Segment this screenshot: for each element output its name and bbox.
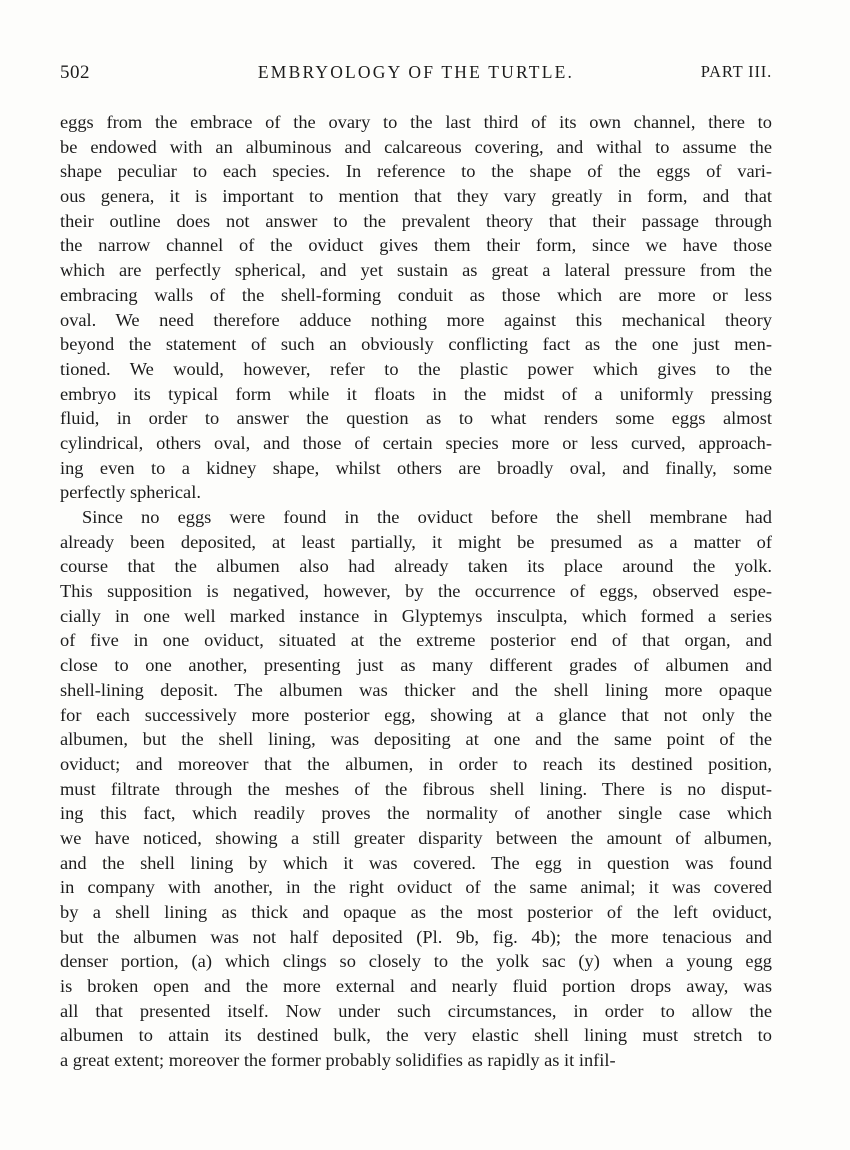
text-line: be endowed with an albuminous and calcareous covering, and withal to assume the bbox=[60, 136, 772, 157]
page-number: 502 bbox=[60, 62, 90, 83]
part-label: PART III. bbox=[700, 62, 772, 81]
text-line: oval. We need therefore adduce nothing more against this mechanical theory bbox=[60, 309, 772, 330]
text-line: which are perfectly spherical, and yet sustain as great a lateral pressure from the bbox=[60, 260, 772, 281]
text-line: tioned. We would, however, refer to the plastic power which gives to the bbox=[60, 358, 772, 379]
text-line: denser portion, (a) which clings so closely to the yolk sac (y) when a young egg bbox=[60, 951, 772, 972]
text-line: of five in one oviduct, situated at the extreme posterior end of that organ, and bbox=[60, 630, 772, 651]
text-line: course that the albumen also had already taken its place around the yolk. bbox=[60, 556, 772, 577]
text-line: all that presented itself. Now under such circumstances, in order to allow the bbox=[60, 1000, 772, 1021]
text-line: perfectly spherical. bbox=[60, 482, 201, 503]
text-line: shape peculiar to each species. In reference to the shape of the eggs of vari- bbox=[60, 161, 772, 182]
text-line: but the albumen was not half deposited (Pl. 9b, fig. 4b); the more tenacious and bbox=[60, 926, 772, 947]
text-line: embracing walls of the shell-forming conduit as those which are more or less bbox=[60, 284, 772, 305]
text-line: cially in one well marked instance in Glyptemys insculpta, which formed a series bbox=[60, 605, 772, 626]
text-line: eggs from the embrace of the ovary to the last third of its own channel, there to bbox=[60, 112, 772, 132]
body-text bbox=[60, 110, 772, 1073]
text-line: embryo its typical form while it floats in the midst of a uniformly pressing bbox=[60, 383, 772, 404]
text-line: in company with another, in the right oviduct of the same animal; it was covered bbox=[60, 877, 772, 898]
text-line: This supposition is negatived, however, by the occurrence of eggs, observed espe- bbox=[60, 581, 772, 602]
text-line: we have noticed, showing a still greater disparity between the amount of albumen, bbox=[60, 827, 772, 848]
text-line: Since no eggs were found in the oviduct before the shell membrane had bbox=[82, 507, 772, 527]
text-line: the narrow channel of the oviduct gives them their form, since we have those bbox=[60, 235, 772, 256]
text-line: ing even to a kidney shape, whilst others are broadly oval, and finally, some bbox=[60, 457, 772, 478]
paragraph-continued bbox=[60, 110, 772, 505]
running-title: EMBRYOLOGY OF THE TURTLE. bbox=[257, 62, 575, 82]
running-header bbox=[60, 62, 772, 90]
text-line: albumen, but the shell lining, was depositing at one and the same point of the bbox=[60, 729, 772, 750]
text-line: and the shell lining by which it was covered. The egg in question was found bbox=[60, 852, 772, 873]
text-line: albumen to attain its destined bulk, the very elastic shell lining must stretch to bbox=[60, 1025, 772, 1046]
text-line: cylindrical, others oval, and those of certain species more or less curved, approach- bbox=[60, 432, 772, 453]
text-line: beyond the statement of such an obviously conflicting fact as the one just men- bbox=[60, 334, 772, 355]
text-line: a great extent; moreover the former probably solidifies as rapidly as it infil- bbox=[60, 1050, 616, 1071]
text-line: by a shell lining as thick and opaque as the most posterior of the left oviduct, bbox=[60, 902, 772, 922]
text-line: ing this fact, which readily proves the normality of another single case which bbox=[60, 803, 772, 824]
text-line: must filtrate through the meshes of the fibrous shell lining. There is no disput- bbox=[60, 778, 772, 799]
text-line: shell-lining deposit. The albumen was thicker and the shell lining more opaque bbox=[60, 679, 772, 700]
text-line: for each successively more posterior egg, showing at a glance that not only the bbox=[60, 704, 772, 725]
text-line: fluid, in order to answer the question as to what renders some eggs almost bbox=[60, 408, 772, 429]
text-line: their outline does not answer to the prevalent theory that their passage through bbox=[60, 210, 772, 231]
text-line: already been deposited, at least partially, it might be presumed as a matter of bbox=[60, 531, 772, 552]
text-line: ous genera, it is important to mention that they vary greatly in form, and that bbox=[60, 186, 772, 207]
text-line: is broken open and the more external and nearly fluid portion drops away, was bbox=[60, 976, 772, 997]
text-line: oviduct; and moreover that the albumen, in order to reach its destined position, bbox=[60, 753, 772, 774]
text-line: close to one another, presenting just as many different grades of albumen and bbox=[60, 655, 772, 676]
paragraph-albumen bbox=[60, 505, 772, 1073]
